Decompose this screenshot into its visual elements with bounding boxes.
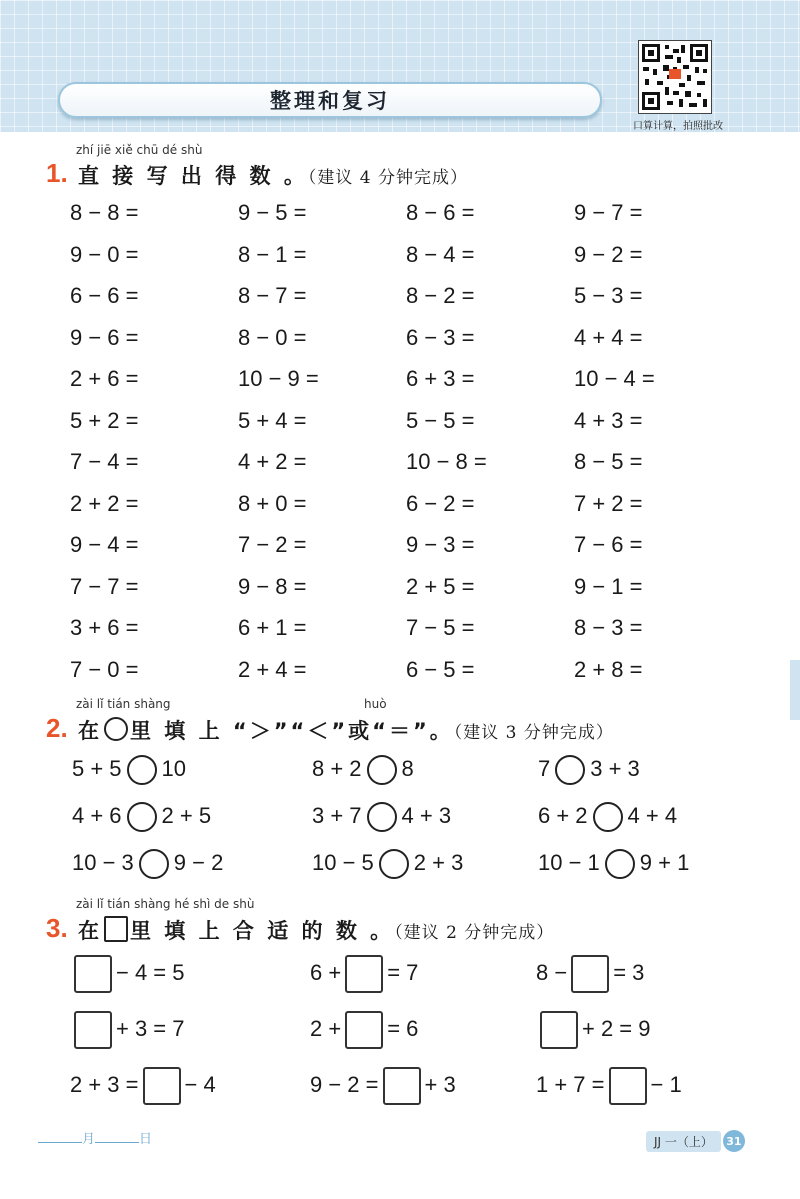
equation-item[interactable]: 8 − 4 = (406, 242, 475, 267)
equation-item[interactable]: 7 − 6 = (574, 532, 643, 557)
compare-answer-circle[interactable] (139, 849, 169, 879)
equation-item[interactable]: 7 − 7 = (70, 574, 139, 599)
fill-before: 1 + 7 = (536, 1071, 605, 1097)
equation-item[interactable]: 2 + 2 = (70, 491, 139, 516)
equation-item[interactable]: 9 − 6 = (70, 325, 139, 350)
equation-item[interactable]: 9 − 8 = (238, 574, 307, 599)
fill-after: − 4 (184, 1071, 216, 1097)
compare-item (72, 849, 223, 879)
day-blank[interactable] (95, 1142, 139, 1143)
compare-left: 8 + 2 (312, 755, 362, 781)
equation-item[interactable]: 7 − 2 = (238, 532, 307, 557)
compare-left: 7 (538, 755, 551, 781)
compare-left: 3 + 7 (312, 802, 362, 828)
compare-left: 10 − 1 (538, 849, 600, 875)
month-label: 月 (82, 1132, 96, 1147)
fill-item (70, 1011, 185, 1049)
equation-item[interactable]: 8 + 0 = (238, 491, 307, 516)
fill-answer-box[interactable] (143, 1067, 181, 1105)
equation-item[interactable]: 9 − 2 = (574, 242, 643, 267)
fill-answer-box[interactable] (571, 955, 609, 993)
qr-caption: 口算计算，拍照批改 (633, 121, 723, 132)
fill-before: 6 + (310, 959, 342, 985)
equation-item[interactable]: 10 − 9 = (238, 366, 319, 391)
equation-item[interactable]: 6 − 5 = (406, 657, 475, 682)
compare-answer-circle[interactable] (367, 755, 397, 785)
fill-item (536, 1067, 682, 1105)
fill-item (536, 955, 644, 993)
equation-item[interactable]: 8 − 1 = (238, 242, 307, 267)
compare-right: 8 (401, 755, 414, 781)
equation-item[interactable]: 6 − 6 = (70, 283, 139, 308)
equation-item[interactable]: 6 − 2 = (406, 491, 475, 516)
equation-item[interactable]: 9 − 0 = (70, 242, 139, 267)
compare-item (72, 755, 186, 785)
equation-item[interactable]: 6 + 1 = (238, 615, 307, 640)
equation-item[interactable]: 7 − 0 = (70, 657, 139, 682)
square-symbol-icon (104, 916, 128, 942)
compare-answer-circle[interactable] (379, 849, 409, 879)
qr-code-icon[interactable] (638, 40, 712, 114)
section1-text: 直 接 写 出 得 数 。 (78, 164, 308, 188)
equation-item[interactable]: 5 − 3 = (574, 283, 643, 308)
page-number: 31 (723, 1130, 745, 1152)
date-field[interactable] (38, 1128, 152, 1147)
equation-item[interactable]: 8 − 5 = (574, 449, 643, 474)
equation-item[interactable]: 3 + 6 = (70, 615, 139, 640)
fill-answer-box[interactable] (609, 1067, 647, 1105)
equation-item[interactable]: 9 − 4 = (70, 532, 139, 557)
section1-hint: （建议 4 分钟完成） (307, 168, 468, 188)
footer-tag (646, 1130, 745, 1152)
compare-item (538, 849, 689, 879)
compare-answer-circle[interactable] (367, 802, 397, 832)
fill-after: − 4 = 5 (116, 959, 185, 985)
equation-item[interactable]: 8 − 7 = (238, 283, 307, 308)
fill-after: + 3 (424, 1071, 456, 1097)
compare-item (72, 802, 211, 832)
compare-left: 5 + 5 (72, 755, 122, 781)
section1-heading (78, 160, 468, 190)
compare-right: 3 + 3 (590, 755, 640, 781)
compare-right: 4 + 4 (627, 802, 678, 828)
equation-item[interactable]: 8 − 0 = (238, 325, 307, 350)
equation-item[interactable]: 8 − 8 = (70, 200, 139, 225)
equation-item[interactable]: 7 − 4 = (70, 449, 139, 474)
month-blank[interactable] (38, 1142, 82, 1143)
equation-item[interactable]: 5 − 5 = (406, 408, 475, 433)
section3-text-after: 里 填 上 合 适 的 数 。 (130, 919, 395, 943)
fill-after: = 7 (387, 959, 419, 985)
equation-item[interactable]: 2 + 4 = (238, 657, 307, 682)
compare-right: 2 + 5 (161, 802, 212, 828)
compare-answer-circle[interactable] (555, 755, 585, 785)
fill-before: 9 − 2 = (310, 1071, 379, 1097)
compare-answer-circle[interactable] (605, 849, 635, 879)
compare-item (538, 802, 677, 832)
compare-left: 6 + 2 (538, 802, 588, 828)
compare-answer-circle[interactable] (127, 802, 157, 832)
section2-text-before: 在 (78, 719, 102, 743)
fill-item (70, 955, 185, 993)
equation-item[interactable]: 4 + 2 = (238, 449, 307, 474)
equation-item[interactable]: 9 − 3 = (406, 532, 475, 557)
fill-before: 8 − (536, 959, 568, 985)
equation-item[interactable]: 9 − 5 = (238, 200, 307, 225)
compare-right: 2 + 3 (413, 849, 464, 875)
fill-item (310, 1011, 418, 1049)
section2-number: 2. (46, 713, 68, 743)
equation-item[interactable]: 2 + 6 = (70, 366, 139, 391)
circle-symbol-icon (104, 717, 128, 741)
equation-item[interactable]: 6 + 3 = (406, 366, 475, 391)
compare-right: 9 − 2 (173, 849, 224, 875)
section2-heading (78, 715, 614, 745)
side-edge-mark (790, 660, 800, 720)
fill-after: − 1 (650, 1071, 682, 1097)
fill-before: 2 + 3 = (70, 1071, 139, 1097)
fill-item (536, 1011, 651, 1049)
fill-before: 2 + (310, 1015, 342, 1041)
equation-item[interactable]: 4 + 3 = (574, 408, 643, 433)
book-tag: JJ 一（上） (646, 1131, 721, 1152)
fill-answer-box[interactable] (74, 1011, 112, 1049)
fill-answer-box[interactable] (345, 955, 383, 993)
compare-left: 10 − 5 (312, 849, 374, 875)
equation-item[interactable]: 7 + 2 = (574, 491, 643, 516)
fill-after: = 6 (387, 1015, 419, 1041)
compare-answer-circle[interactable] (127, 755, 157, 785)
section1-pinyin: zhí jiē xiě chū dé shù (76, 143, 203, 157)
equation-item[interactable]: 9 − 1 = (574, 574, 643, 599)
day-label: 日 (139, 1132, 153, 1147)
equation-item[interactable]: 2 + 8 = (574, 657, 643, 682)
compare-right: 9 + 1 (639, 849, 690, 875)
section3-number: 3. (46, 913, 68, 943)
fill-after: + 2 = 9 (582, 1015, 651, 1041)
section2-text-after: 里 填 上 “＞”“＜”或“＝”。 (130, 719, 454, 743)
compare-item (312, 755, 414, 785)
compare-answer-circle[interactable] (593, 802, 623, 832)
fill-answer-box[interactable] (345, 1011, 383, 1049)
section1-number: 1. (46, 158, 68, 188)
section2-pinyin: zài lǐ tián shàng (76, 697, 171, 711)
equation-item[interactable]: 8 − 6 = (406, 200, 475, 225)
fill-item (70, 1067, 216, 1105)
title-bar (58, 82, 602, 118)
fill-answer-box[interactable] (540, 1011, 578, 1049)
compare-item (312, 802, 451, 832)
equation-item[interactable]: 8 − 2 = (406, 283, 475, 308)
section2-hint: （建议 3 分钟完成） (453, 723, 614, 743)
equation-item[interactable]: 9 − 7 = (574, 200, 643, 225)
fill-answer-box[interactable] (74, 955, 112, 993)
equation-item[interactable]: 2 + 5 = (406, 574, 475, 599)
fill-after: + 3 = 7 (116, 1015, 185, 1041)
compare-right: 4 + 3 (401, 802, 452, 828)
fill-item (310, 1067, 456, 1105)
fill-answer-box[interactable] (383, 1067, 421, 1105)
compare-left: 4 + 6 (72, 802, 122, 828)
equation-item[interactable]: 6 − 3 = (406, 325, 475, 350)
section3-hint: （建议 2 分钟完成） (394, 923, 555, 943)
compare-item (312, 849, 463, 879)
fill-after: = 3 (613, 959, 645, 985)
fill-item (310, 955, 418, 993)
equation-item[interactable]: 10 − 4 = (574, 366, 655, 391)
section3-heading (78, 915, 554, 945)
compare-item (538, 755, 640, 785)
section3-text-before: 在 (78, 919, 102, 943)
compare-left: 10 − 3 (72, 849, 134, 875)
equation-item[interactable]: 10 − 8 = (406, 449, 487, 474)
equation-item[interactable]: 8 − 3 = (574, 615, 643, 640)
equation-item[interactable]: 7 − 5 = (406, 615, 475, 640)
equation-item[interactable]: 5 + 2 = (70, 408, 139, 433)
equation-item[interactable]: 4 + 4 = (574, 325, 643, 350)
section2-pinyin-or: huò (364, 697, 387, 711)
compare-right: 10 (161, 755, 187, 781)
page-title: 整理和复习 (270, 89, 390, 113)
section3-pinyin: zài lǐ tián shàng hé shì de shù (76, 897, 255, 911)
equation-item[interactable]: 5 + 4 = (238, 408, 307, 433)
